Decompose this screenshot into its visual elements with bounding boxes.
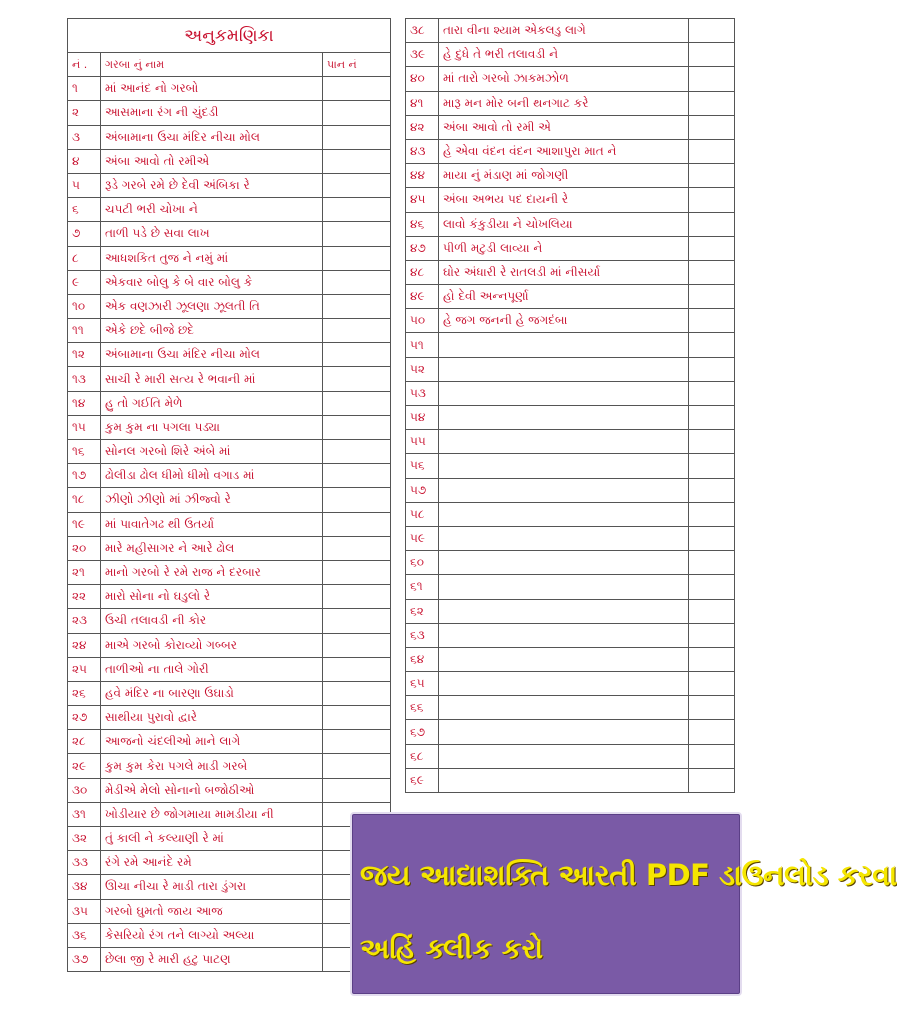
page-number	[323, 319, 391, 343]
table-row	[406, 406, 735, 430]
garba-name	[439, 454, 689, 478]
row-number: ૧૮	[68, 488, 101, 512]
page-number	[323, 391, 391, 415]
row-number: ૫૭	[406, 478, 439, 502]
row-number: ૩૮	[406, 19, 439, 43]
table-row	[68, 367, 391, 391]
table-row	[68, 488, 391, 512]
garba-name	[439, 406, 689, 430]
row-number: ૨૧	[68, 560, 101, 584]
garba-name: મારો સોના નો ઘડુલો રે	[101, 585, 323, 609]
table-row	[406, 623, 735, 647]
table-row	[68, 101, 391, 125]
table-row	[68, 923, 391, 947]
table-row	[68, 754, 391, 778]
page-number	[323, 754, 391, 778]
garba-name: આધશકિત તુજ ને નમું માં	[101, 246, 323, 270]
table-row	[68, 706, 391, 730]
table-row	[406, 575, 735, 599]
table-row	[406, 502, 735, 526]
row-number: ૪૬	[406, 212, 439, 236]
page-number	[689, 260, 735, 284]
table-row	[406, 744, 735, 768]
table-row	[406, 696, 735, 720]
row-number: ૨૭	[68, 706, 101, 730]
row-number: ૨૪	[68, 633, 101, 657]
page-number	[689, 430, 735, 454]
garba-name	[439, 696, 689, 720]
page-number	[689, 91, 735, 115]
garba-name: હે જગ જનની હે જગદંબા	[439, 309, 689, 333]
table-row	[406, 67, 735, 91]
row-number: ૫૬	[406, 454, 439, 478]
page-number	[323, 173, 391, 197]
table-row	[406, 768, 735, 792]
table-row	[68, 947, 391, 971]
row-number: ૨	[68, 101, 101, 125]
page-number	[323, 101, 391, 125]
garba-name: હો દેવી અન્નપૂર્ણા	[439, 285, 689, 309]
garba-name: ચપટી ભરી ચોખા ને	[101, 198, 323, 222]
page-number	[689, 139, 735, 163]
page-number	[323, 198, 391, 222]
row-number: ૫૧	[406, 333, 439, 357]
table-row	[406, 91, 735, 115]
table-row	[68, 246, 391, 270]
garba-name: ગરબો ઘુમતો જાય આજ	[101, 899, 323, 923]
row-number: ૪	[68, 149, 101, 173]
page-number	[689, 381, 735, 405]
garba-name: પીળી મટુડી લાવ્યા ને	[439, 236, 689, 260]
table-row	[68, 440, 391, 464]
row-number: ૫૩	[406, 381, 439, 405]
table-row	[406, 188, 735, 212]
page-number	[689, 309, 735, 333]
row-number: ૫૯	[406, 526, 439, 550]
garba-name	[439, 478, 689, 502]
page-number	[689, 236, 735, 260]
page-number	[689, 406, 735, 430]
page-number	[689, 285, 735, 309]
row-number: ૧૬	[68, 440, 101, 464]
garba-name: સાચી રે મારી સત્ય રે ભવાની માં	[101, 367, 323, 391]
table-row	[406, 139, 735, 163]
table-row	[406, 357, 735, 381]
row-number: ૩૨	[68, 827, 101, 851]
row-number: ૩૧	[68, 802, 101, 826]
garba-name	[439, 599, 689, 623]
table-row	[406, 212, 735, 236]
row-number: ૪૫	[406, 188, 439, 212]
table-row	[68, 851, 391, 875]
page-number	[323, 246, 391, 270]
garba-name: ઉચી તલાવડી ની કોર	[101, 609, 323, 633]
garba-name: કુમ કુમ કેરા પગલે માડી ગરબે	[101, 754, 323, 778]
page-number	[323, 149, 391, 173]
page-number	[689, 357, 735, 381]
row-number: ૧૨	[68, 343, 101, 367]
row-number: ૩૫	[68, 899, 101, 923]
table-row	[68, 270, 391, 294]
table-row	[406, 260, 735, 284]
row-number: ૬૫	[406, 672, 439, 696]
row-number: ૪૮	[406, 260, 439, 284]
page-number	[323, 464, 391, 488]
page-number	[323, 488, 391, 512]
table-row	[68, 778, 391, 802]
row-number: ૩૦	[68, 778, 101, 802]
page-number	[689, 19, 735, 43]
row-number: ૫૦	[406, 309, 439, 333]
page-number	[689, 526, 735, 550]
page-number	[323, 730, 391, 754]
table-row	[406, 720, 735, 744]
row-number: ૧૦	[68, 294, 101, 318]
page-number	[323, 294, 391, 318]
row-number: ૬૬	[406, 696, 439, 720]
page-number	[323, 657, 391, 681]
table-row	[406, 381, 735, 405]
page-number	[323, 343, 391, 367]
garba-name: માનો ગરબો રે રમે રાજ ને દરબાર	[101, 560, 323, 584]
table-row	[68, 899, 391, 923]
garba-name	[439, 357, 689, 381]
garba-name: તું કાલી ને કલ્યાણી રે માં	[101, 827, 323, 851]
page-number	[323, 270, 391, 294]
row-number: ૧૯	[68, 512, 101, 536]
garba-name	[439, 672, 689, 696]
table-row	[406, 19, 735, 43]
table-row	[406, 115, 735, 139]
garba-name: કુમ કુમ ના પગલા પડ્યા	[101, 415, 323, 439]
table-row	[406, 672, 735, 696]
garba-name: ઢોલીડા ઢોલ ધીમો ધીમો વગાડ માં	[101, 464, 323, 488]
garba-name: મારે મહીસાગર ને આરે ઢોલ	[101, 536, 323, 560]
row-number: ૫	[68, 173, 101, 197]
page-number	[689, 115, 735, 139]
row-number: ૧૧	[68, 319, 101, 343]
page-number	[323, 536, 391, 560]
page-number	[323, 706, 391, 730]
page-number	[323, 778, 391, 802]
row-number: ૬૩	[406, 623, 439, 647]
garba-name: માં પાવાતેગઢ થી ઉતર્યા	[101, 512, 323, 536]
table-row	[68, 730, 391, 754]
table-row	[406, 236, 735, 260]
row-number: ૨૫	[68, 657, 101, 681]
page-number	[323, 440, 391, 464]
table-row	[68, 681, 391, 705]
table-row	[406, 454, 735, 478]
row-number: ૪૧	[406, 91, 439, 115]
garba-name: ઊચા નીચા રે માડી તારા ડુંગરા	[101, 875, 323, 899]
garba-name: તાળીઓ ના તાલે ગોરી	[101, 657, 323, 681]
page-number	[323, 585, 391, 609]
row-number: ૪૩	[406, 139, 439, 163]
garba-name: અંબામાના ઉચા મંદિર નીચા મોલ	[101, 343, 323, 367]
row-number: ૯	[68, 270, 101, 294]
page-number	[689, 188, 735, 212]
download-pdf-banner[interactable]	[350, 812, 897, 996]
table-row	[406, 551, 735, 575]
index-title: અનુકમણિકા	[68, 19, 391, 53]
table-row	[68, 536, 391, 560]
table-row	[68, 198, 391, 222]
garba-name	[439, 623, 689, 647]
page-number	[689, 672, 735, 696]
garba-name: રંગે રમે આનંદે રમે	[101, 851, 323, 875]
table-row	[68, 222, 391, 246]
row-number: ૫૮	[406, 502, 439, 526]
page-number	[689, 599, 735, 623]
garba-name: તાળી પડે છે સવા લાખ	[101, 222, 323, 246]
table-row	[406, 430, 735, 454]
garba-name: સોનલ ગરબો શિરે અંબે માં	[101, 440, 323, 464]
table-row	[68, 125, 391, 149]
table-row	[68, 512, 391, 536]
row-number: ૨૨	[68, 585, 101, 609]
row-number: ૪૪	[406, 164, 439, 188]
row-number: ૨૦	[68, 536, 101, 560]
page-number	[689, 647, 735, 671]
row-number: ૩૪	[68, 875, 101, 899]
row-number: ૨૩	[68, 609, 101, 633]
garba-name	[439, 502, 689, 526]
garba-name: અંબામાના ઉચા મંદિર નીચા મોલ	[101, 125, 323, 149]
garba-name: તારા વીના શ્યામ એકલડુ લાગે	[439, 19, 689, 43]
row-number: ૧૩	[68, 367, 101, 391]
garba-name: માં તારો ગરબો ઝાકમઝોળ	[439, 67, 689, 91]
row-number: ૩૯	[406, 43, 439, 67]
row-number: ૨૬	[68, 681, 101, 705]
table-row	[68, 802, 391, 826]
row-number: ૪૭	[406, 236, 439, 260]
row-number: ૧૭	[68, 464, 101, 488]
row-number: ૪૯	[406, 285, 439, 309]
page-number	[323, 512, 391, 536]
garba-name: સાથીયા પુરાવો દ્વારે	[101, 706, 323, 730]
header-page-number: પાન નં	[323, 53, 391, 77]
garba-name: માં આનંદ નો ગરબો	[101, 77, 323, 101]
table-row	[68, 464, 391, 488]
garba-name	[439, 381, 689, 405]
page-number	[689, 478, 735, 502]
row-number: ૫૨	[406, 357, 439, 381]
table-row	[68, 657, 391, 681]
garba-name: આસમાના રંગ ની ચુંદડી	[101, 101, 323, 125]
page-number	[689, 454, 735, 478]
row-number: ૨૮	[68, 730, 101, 754]
page-number	[323, 222, 391, 246]
row-number: ૬૨	[406, 599, 439, 623]
page-number	[689, 333, 735, 357]
row-number: ૬૧	[406, 575, 439, 599]
row-number: ૬૮	[406, 744, 439, 768]
garba-name	[439, 768, 689, 792]
garba-name: છેલા જી રે મારી હટુ પાટણ	[101, 947, 323, 971]
table-row	[68, 173, 391, 197]
page-number	[689, 551, 735, 575]
row-number: ૫૫	[406, 430, 439, 454]
table-row	[68, 294, 391, 318]
row-number: ૨૯	[68, 754, 101, 778]
page-number	[689, 164, 735, 188]
garba-name	[439, 647, 689, 671]
table-row	[68, 391, 391, 415]
row-number: ૬૭	[406, 720, 439, 744]
table-row	[68, 149, 391, 173]
garba-name: ઘોર અંધારી રે રાતલડી માં નીસર્યા	[439, 260, 689, 284]
page-number	[323, 633, 391, 657]
table-row	[68, 609, 391, 633]
table-row	[68, 77, 391, 101]
page-number	[323, 609, 391, 633]
garba-name: એક વણઝારી ઝૂલણા ઝૂલતી તિ	[101, 294, 323, 318]
page-number	[323, 367, 391, 391]
page-number	[323, 415, 391, 439]
garba-name: કેસરિયો રંગ તને લાગ્યો અલ્યા	[101, 923, 323, 947]
garba-name: માએ ગરબો કોરાવ્યો ગબ્બર	[101, 633, 323, 657]
table-row	[68, 415, 391, 439]
garba-name: અંબા આવો તો રમી એ	[439, 115, 689, 139]
row-number: ૧	[68, 77, 101, 101]
garba-name: હે દુધે તે ભરી તલાવડી ને	[439, 43, 689, 67]
row-number: ૪૨	[406, 115, 439, 139]
garba-name: માયા નું મંડાણ માં જોગણી	[439, 164, 689, 188]
garba-name: એકવાર બોલુ કે બે વાર બોલુ કે	[101, 270, 323, 294]
banner-title: જય આદ્યાશક્તિ આરતી PDF ડાઉનલોડ કરવા	[360, 858, 897, 892]
garba-name: લાવો કંકુડીયા ને ચોખલિયા	[439, 212, 689, 236]
table-row	[406, 599, 735, 623]
garba-name	[439, 551, 689, 575]
table-row	[406, 43, 735, 67]
garba-name: રૂડે ગરબે રમે છે દેવી અંબિકા રે	[101, 173, 323, 197]
garba-name: હવે મંદિર ના બારણા ઉઘાડો	[101, 681, 323, 705]
garba-name	[439, 720, 689, 744]
row-number: ૧૫	[68, 415, 101, 439]
garba-name: અંબા આવો તો રમીએ	[101, 149, 323, 173]
garba-name: અંબા અભય પદ દાયની રે	[439, 188, 689, 212]
row-number: ૮	[68, 246, 101, 270]
header-number: નં .	[68, 53, 101, 77]
page-number	[689, 67, 735, 91]
table-row	[406, 164, 735, 188]
row-number: ૬૪	[406, 647, 439, 671]
table-row	[68, 319, 391, 343]
garba-name: મારૂ મન મોર બની થનગાટ કરે	[439, 91, 689, 115]
page-number	[323, 77, 391, 101]
page-number	[689, 623, 735, 647]
page-number	[689, 720, 735, 744]
row-number: ૫૪	[406, 406, 439, 430]
page-number	[689, 575, 735, 599]
page-number	[323, 560, 391, 584]
garba-name	[439, 526, 689, 550]
table-row	[406, 309, 735, 333]
garba-name: ઝીણો ઝીણો માં ઝીજ્વો રે	[101, 488, 323, 512]
index-table-left	[67, 18, 391, 972]
page-number	[689, 212, 735, 236]
garba-name	[439, 575, 689, 599]
table-row	[406, 478, 735, 502]
table-row	[406, 285, 735, 309]
garba-name: આજનો ચંદલીઓ માને લાગે	[101, 730, 323, 754]
garba-name: હુ તો ગઈતિ મેળે	[101, 391, 323, 415]
header-garba-name: ગરબા નું નામ	[101, 53, 323, 77]
table-row	[68, 633, 391, 657]
page-number	[323, 681, 391, 705]
page-number	[689, 696, 735, 720]
row-number: ૧૪	[68, 391, 101, 415]
banner-click-here: અહિં ક્લીક કરો	[360, 932, 544, 965]
table-row	[68, 875, 391, 899]
table-row	[406, 647, 735, 671]
row-number: ૬	[68, 198, 101, 222]
table-row	[68, 585, 391, 609]
page-number	[323, 125, 391, 149]
garba-name	[439, 333, 689, 357]
row-number: ૩	[68, 125, 101, 149]
garba-name: મેડીએ મેલો સોનાનો બજોઠીઓ	[101, 778, 323, 802]
row-number: ૭	[68, 222, 101, 246]
row-number: ૩૬	[68, 923, 101, 947]
garba-name: હે એવા વંદન વંદન આશાપુરા માત ને	[439, 139, 689, 163]
table-row	[68, 827, 391, 851]
page-number	[689, 502, 735, 526]
row-number: ૬૦	[406, 551, 439, 575]
page-number	[689, 744, 735, 768]
table-row	[68, 343, 391, 367]
garba-name: એકે છદે બીજે છદે	[101, 319, 323, 343]
table-row	[406, 333, 735, 357]
page-number	[689, 43, 735, 67]
page-number	[689, 768, 735, 792]
table-row	[406, 526, 735, 550]
table-row	[68, 560, 391, 584]
row-number: ૩૩	[68, 851, 101, 875]
garba-name	[439, 744, 689, 768]
garba-name	[439, 430, 689, 454]
row-number: ૪૦	[406, 67, 439, 91]
row-number: ૩૭	[68, 947, 101, 971]
index-table-right	[405, 18, 735, 793]
row-number: ૬૯	[406, 768, 439, 792]
garba-name: ખોડીયાર છે જોગમાયા મામડીયા ની	[101, 802, 323, 826]
